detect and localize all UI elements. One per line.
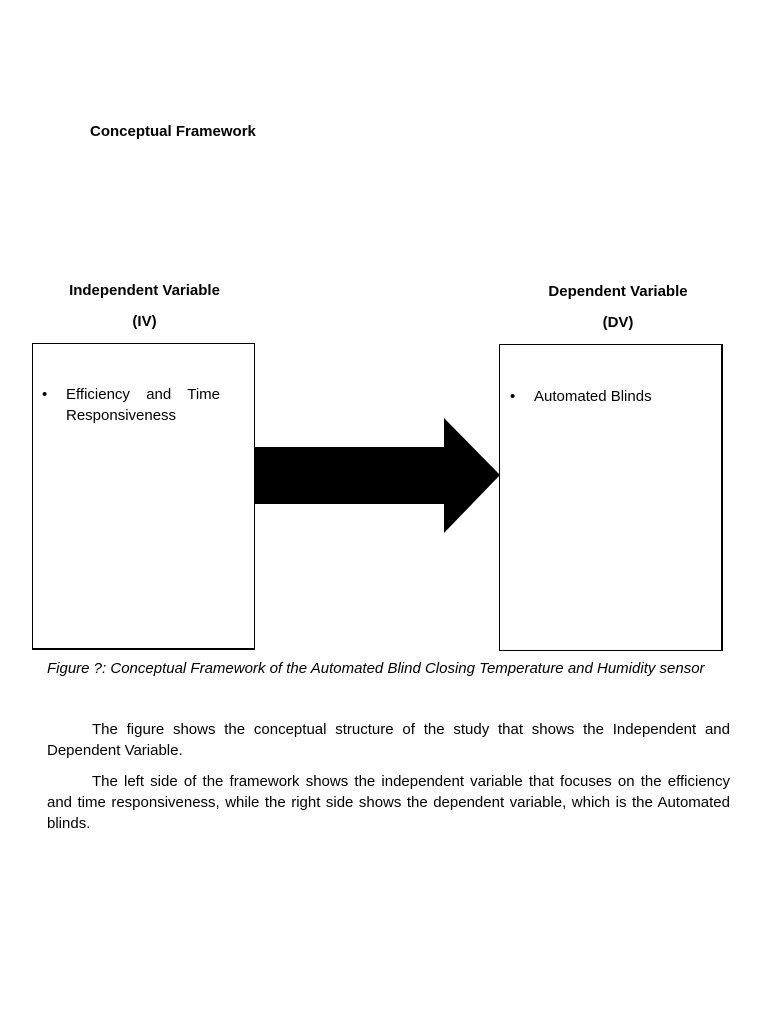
bullet-icon: •: [510, 388, 516, 405]
independent-variable-item: Efficiency and Time Responsiveness: [66, 386, 220, 424]
body-paragraph: The left side of the framework shows the independent variable that focuses on the efficiency and time responsiveness, while the right side shows the dependent variable, which is the Automated blinds.: [47, 773, 730, 832]
independent-variable-title: Independent Variable: [69, 282, 220, 299]
bullet-icon: •: [42, 386, 48, 403]
body-paragraph: The figure shows the conceptual structure of the study that shows the Independent and Dependent Variable.: [47, 721, 730, 759]
dependent-variable-title: Dependent Variable: [548, 283, 688, 300]
figure-caption: Figure ?: Conceptual Framework of the Automated Blind Closing Temperature and Humidity sensor: [47, 660, 705, 677]
dependent-variable-abbr: (DV): [602, 314, 634, 331]
page-title: Conceptual Framework: [90, 123, 256, 140]
right-arrow-icon: [254, 418, 500, 533]
dependent-variable-item: Automated Blinds: [534, 388, 652, 405]
independent-variable-abbr: (IV): [132, 313, 157, 330]
